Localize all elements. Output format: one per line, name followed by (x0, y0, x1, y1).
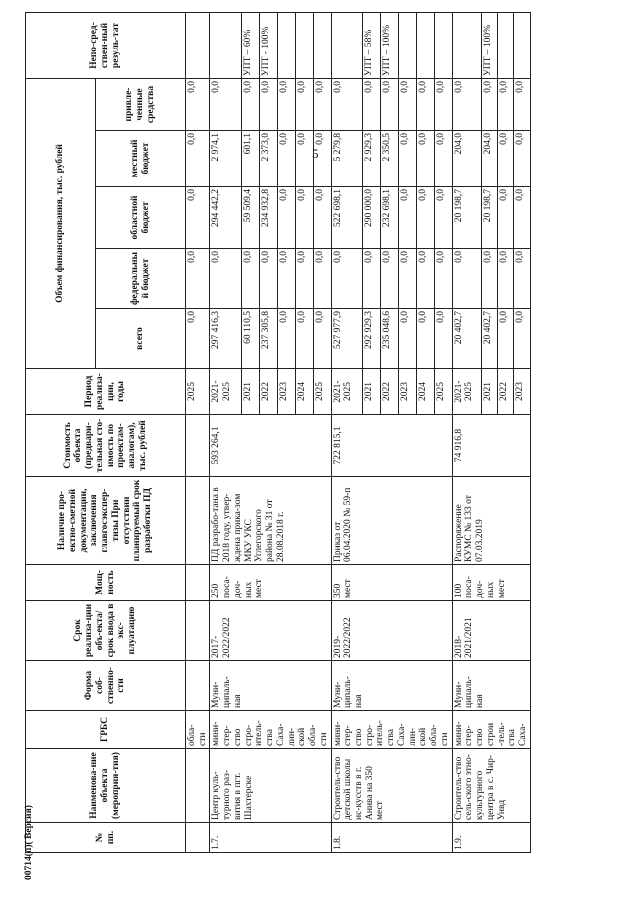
cell-local: 2 350,5 (381, 131, 399, 187)
cell-num: 1.8. (331, 823, 452, 853)
footer-code: 00714(п)( Версия) (24, 805, 34, 880)
cell-local: 0,0 (498, 131, 514, 187)
cell-period: 2022 (498, 369, 514, 415)
cell-grbs: мини-стер-ство стро-итель-ства Саха-лин-ской обла-сти (331, 711, 452, 749)
cell-local: 0,0 (277, 131, 295, 187)
table-row-top (186, 13, 210, 853)
cell-total: 20 402,7 (481, 309, 497, 369)
cell-cost: 74 916,8 (452, 415, 530, 477)
cell-attracted: 0,0 (210, 79, 242, 131)
cell-cost: 593 264,1 (210, 415, 331, 477)
cell-attracted: 0,0 (295, 79, 313, 131)
cell-psd: Приказ от 06.04.2020 № 59-п (331, 477, 452, 565)
cell-result (295, 13, 313, 79)
cell-federal: 0,0 (481, 249, 497, 309)
cell-total: 0,0 (313, 309, 331, 369)
cell-local: 2 974,1 (210, 131, 242, 187)
cell-cost: 722 815,1 (331, 415, 452, 477)
cell-total: 237 305,8 (260, 309, 278, 369)
cell-regional: 232 698,1 (381, 187, 399, 249)
cell-federal: 0,0 (434, 249, 452, 309)
cell-federal: 0,0 (514, 249, 530, 309)
cell-grbs: мини-стер-ство стро-итель-ства Саха-лин-ской обла-сти (210, 711, 331, 749)
cell-psd: ПД разрабо-тана в 2018 году, утвер-ждена прика-зом МКУ УКС Углегорского района № 31 от 28.08.2018 г. (210, 477, 331, 565)
cell-federal: 0,0 (210, 249, 242, 309)
cell-total: 297 416,3 (210, 309, 242, 369)
cell-psd: Распоряжение КУМС № 133 от 07.03.2019 (452, 477, 530, 565)
cell-regional: 294 442,2 (210, 187, 242, 249)
cell-total: 20 402,7 (452, 309, 481, 369)
cell-federal: 0,0 (416, 249, 434, 309)
header-psd: Наличие про-ектно-сметной документации, заключения главгосэкспер-тизы При отсутствии планируемый срок разработки ПД (26, 477, 186, 565)
cell-total: 0,0 (498, 309, 514, 369)
cell-form: Муни-ципаль-ная (210, 661, 331, 711)
cell-regional: 20 198,7 (481, 187, 497, 249)
cell-form (186, 661, 210, 711)
cell-period: 2025 (313, 369, 331, 415)
header-local: местный бюджет (96, 131, 186, 187)
cell-psd (186, 477, 210, 565)
cell-local: 5 279,8 (331, 131, 363, 187)
cell-period: 2021-2025 (210, 369, 242, 415)
cell-federal: 0,0 (399, 249, 417, 309)
cell-local: 204,0 (452, 131, 481, 187)
header-cost: Стоимость объекта (предвари-тельная сто-имость по проектам-аналогам), тыс. рублей (26, 415, 186, 477)
cell-power (186, 565, 210, 601)
header-grbs: ГРБС (26, 711, 186, 749)
cell-regional: 0,0 (295, 187, 313, 249)
cell-regional: 0,0 (416, 187, 434, 249)
cell-name: Строитель-ство детской школы ис-кусств в г. Анива на 350 мест (331, 749, 452, 823)
cell-federal: 0,0 (498, 249, 514, 309)
cell-form: Муни-ципаль-ная (331, 661, 452, 711)
cell-period: 2021 (242, 369, 260, 415)
cell-total: 0,0 (514, 309, 530, 369)
cell-local: 204,0 (481, 131, 497, 187)
table-row (452, 13, 481, 853)
header-total: всего (96, 309, 186, 369)
header-regional: областной бюджет (96, 187, 186, 249)
cell-federal: 0,0 (186, 249, 210, 309)
cell-attracted: 0,0 (331, 79, 363, 131)
cell-period: 2021 (363, 369, 381, 415)
cell-grbs: обла-сти (186, 711, 210, 749)
cell-regional: 290 000,0 (363, 187, 381, 249)
cell-result: УПТ – 100% (381, 13, 399, 79)
cell-local: 601,1 (242, 131, 260, 187)
cell-attracted: 0,0 (260, 79, 278, 131)
cell-attracted: 0,0 (242, 79, 260, 131)
cell-federal: 0,0 (260, 249, 278, 309)
cell-attracted: 0,0 (514, 79, 530, 131)
cell-attracted: 0,0 (481, 79, 497, 131)
cell-power: 350 мест (331, 565, 452, 601)
cell-period: 2021-2025 (331, 369, 363, 415)
header-form: Форма соб-ственно-сти (26, 661, 186, 711)
cell-cost (186, 415, 210, 477)
cell-regional: 59 509,4 (242, 187, 260, 249)
cell-total: 60 110,5 (242, 309, 260, 369)
cell-regional: 0,0 (313, 187, 331, 249)
cell-result (514, 13, 530, 79)
cell-federal: 0,0 (452, 249, 481, 309)
cell-result (498, 13, 514, 79)
cell-federal: 0,0 (363, 249, 381, 309)
cell-result (186, 13, 210, 79)
cell-local: 0,0 (399, 131, 417, 187)
cell-period: 2022 (381, 369, 399, 415)
header-name: Наименова-ние объекта (мероприя-тия) (26, 749, 186, 823)
cell-total: 235 048,6 (381, 309, 399, 369)
header-funding-group: Объем финансирования, тыс. рублей (26, 79, 96, 369)
cell-attracted: 0,0 (277, 79, 295, 131)
cell-total: 0,0 (434, 309, 452, 369)
cell-federal: 0,0 (242, 249, 260, 309)
cell-regional: 0,0 (434, 187, 452, 249)
cell-federal: 0,0 (381, 249, 399, 309)
cell-period: 2023 (514, 369, 530, 415)
cell-period: 2023 (277, 369, 295, 415)
cell-total: 0,0 (295, 309, 313, 369)
header-result: Непо-сред-ствен-ный резуль-тат (26, 13, 186, 79)
table-body (186, 13, 531, 853)
cell-period: 2021 (481, 369, 497, 415)
cell-regional: 0,0 (498, 187, 514, 249)
cell-regional: 522 698,1 (331, 187, 363, 249)
cell-term: 2017-2022/2022 (210, 601, 331, 661)
cell-regional: 0,0 (186, 187, 210, 249)
cell-attracted: 0,0 (416, 79, 434, 131)
cell-local: 0,0 (313, 131, 331, 187)
page-number: 5 (312, 146, 319, 161)
cell-federal: 0,0 (313, 249, 331, 309)
cell-name: Центр куль-турного раз-вития в пгт. Шахтерске (210, 749, 331, 823)
cell-local: 2 373,0 (260, 131, 278, 187)
cell-period: 2024 (295, 369, 313, 415)
cell-total: 292 929,3 (363, 309, 381, 369)
cell-attracted: 0,0 (399, 79, 417, 131)
cell-num (186, 823, 210, 853)
cell-result (399, 13, 417, 79)
header-row-1 (26, 13, 96, 853)
cell-result (277, 13, 295, 79)
cell-attracted: 0,0 (498, 79, 514, 131)
cell-attracted: 0,0 (363, 79, 381, 131)
cell-period: 2024 (416, 369, 434, 415)
cell-total: 0,0 (399, 309, 417, 369)
cell-regional: 20 198,7 (452, 187, 481, 249)
cell-regional: 0,0 (399, 187, 417, 249)
cell-period: 2025 (434, 369, 452, 415)
cell-local: 0,0 (514, 131, 530, 187)
header-federal: федеральный бюджет (96, 249, 186, 309)
cell-name: Строитель-ство сель-ского этно-культурного центра в с. Чир-Унвд (452, 749, 530, 823)
cell-result (210, 13, 242, 79)
cell-result: УПТ – 60% (242, 13, 260, 79)
cell-local: 0,0 (434, 131, 452, 187)
table-row (210, 13, 242, 853)
cell-regional: 234 932,8 (260, 187, 278, 249)
cell-num: 1.7. (210, 823, 331, 853)
cell-attracted: 0,0 (434, 79, 452, 131)
cell-result (331, 13, 363, 79)
cell-local: 0,0 (416, 131, 434, 187)
cell-total: 0,0 (186, 309, 210, 369)
cell-grbs: мини-стер-ство строи -тель-ства Саха- (452, 711, 530, 749)
cell-result (452, 13, 481, 79)
cell-attracted: 0,0 (186, 79, 210, 131)
cell-result: УПТ - 100% (260, 13, 278, 79)
cell-total: 0,0 (416, 309, 434, 369)
header-period: Период реализа-ции, годы (26, 369, 186, 415)
cell-term: 2018-2021/2021 (452, 601, 530, 661)
cell-regional: 0,0 (514, 187, 530, 249)
cell-result: УПТ – 58% (363, 13, 381, 79)
cell-local: 0,0 (186, 131, 210, 187)
cell-term (186, 601, 210, 661)
funding-table (25, 12, 531, 853)
cell-power: 100 поса-доч-ных мест (452, 565, 530, 601)
cell-name (186, 749, 210, 823)
cell-num: 1.9. (452, 823, 530, 853)
cell-federal: 0,0 (277, 249, 295, 309)
cell-attracted: 0,0 (452, 79, 481, 131)
table-row (331, 13, 363, 853)
cell-result (434, 13, 452, 79)
cell-regional: 0,0 (277, 187, 295, 249)
cell-power: 250 поса-доч-ных мест (210, 565, 331, 601)
cell-period: 2023 (399, 369, 417, 415)
cell-attracted: 0,0 (313, 79, 331, 131)
cell-total: 527 977,9 (331, 309, 363, 369)
header-term: Срок реализа-ции объ-екта/срок ввода в экс-плуатацию (26, 601, 186, 661)
rotated-table-container (25, 13, 605, 853)
header-attracted: привле-ченные средства (96, 79, 186, 131)
cell-term: 2019-2022/2022 (331, 601, 452, 661)
cell-period: 2022 (260, 369, 278, 415)
cell-federal: 0,0 (295, 249, 313, 309)
cell-result: УПТ – 100% (481, 13, 497, 79)
cell-result (416, 13, 434, 79)
cell-local: 0,0 (295, 131, 313, 187)
cell-period: 2021-2025 (452, 369, 481, 415)
header-num: № пп. (26, 823, 186, 853)
cell-local: 2 929,3 (363, 131, 381, 187)
header-power: Мощ-ность (26, 565, 186, 601)
cell-total: 0,0 (277, 309, 295, 369)
cell-federal: 0,0 (331, 249, 363, 309)
cell-attracted: 0,0 (381, 79, 399, 131)
cell-period: 2025 (186, 369, 210, 415)
cell-result (313, 13, 331, 79)
cell-form: Муни-ципаль-ная (452, 661, 530, 711)
